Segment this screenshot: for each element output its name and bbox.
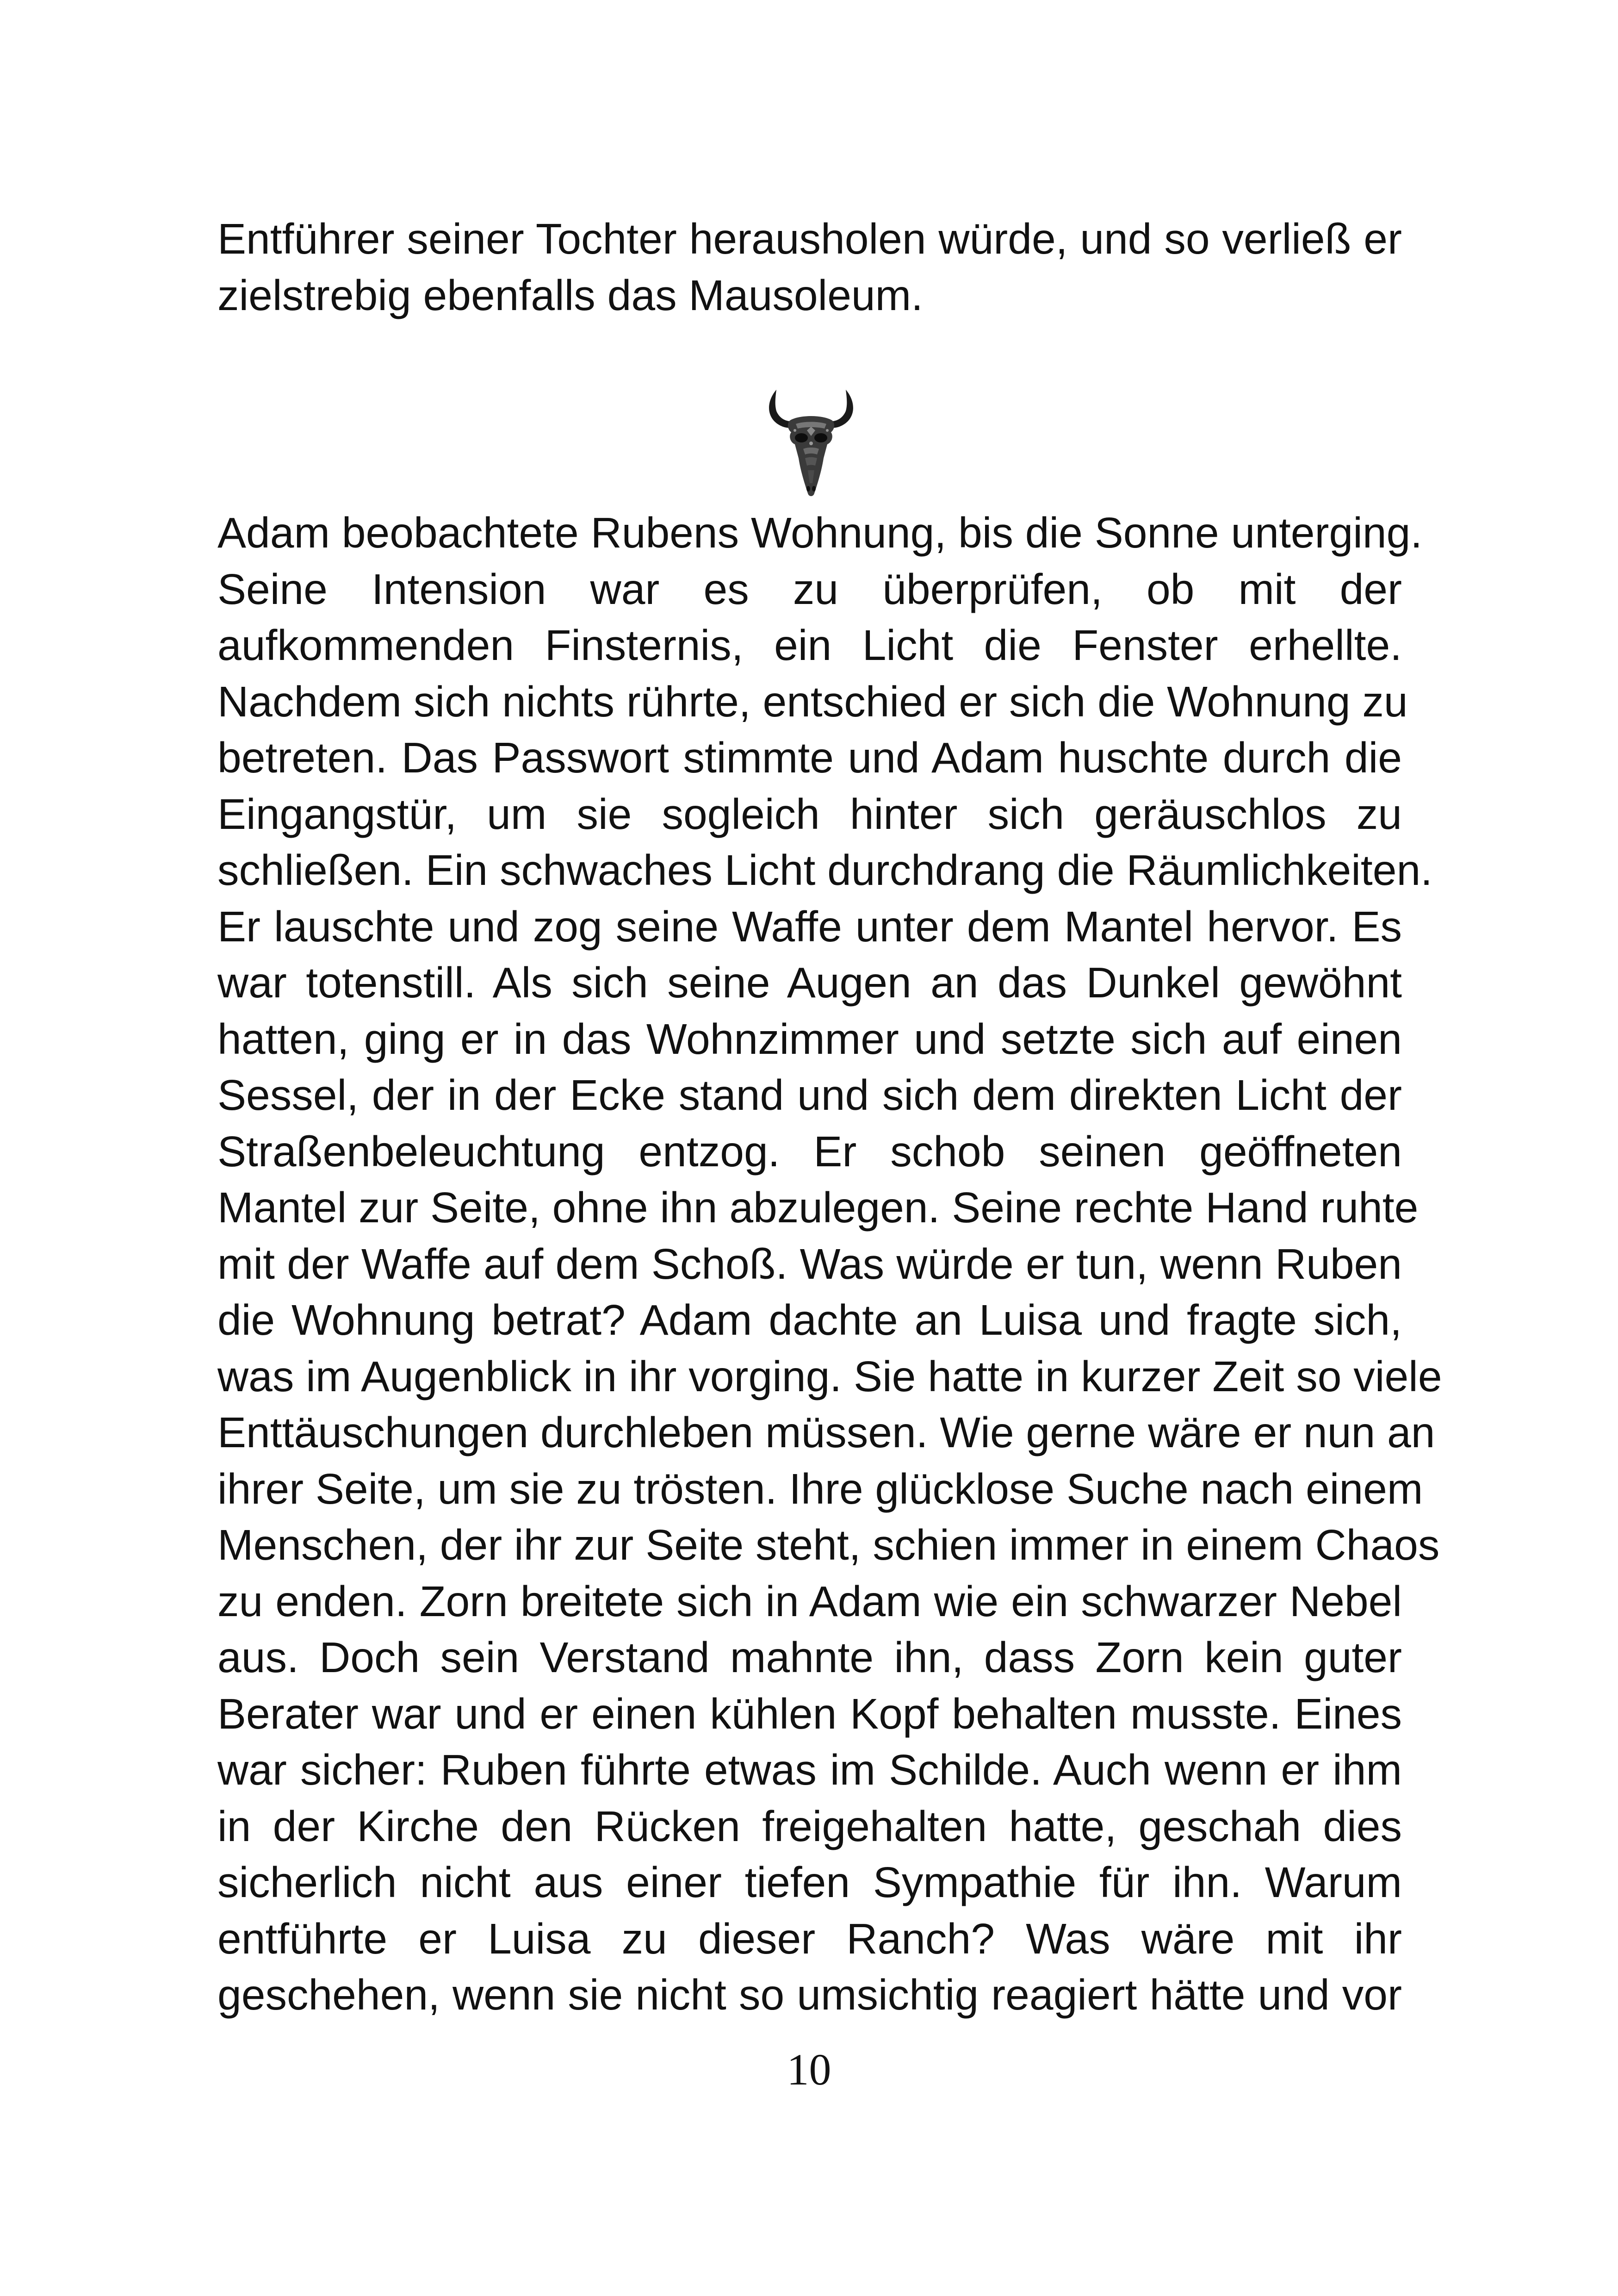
text-line: entführte er Luisa zu dieser Ranch? Was wäre mit ihr [217, 1914, 1402, 1963]
text-line: Er lauschte und zog seine Waffe unter dem Mantel hervor. Es [217, 902, 1402, 951]
paragraph-main [217, 505, 1442, 2023]
text-line: Eingangstür, um sie sogleich hinter sich geräuschlos zu [217, 790, 1402, 838]
text-line: zu enden. Zorn breitete sich in Adam wie ein schwarzer Nebel [217, 1577, 1402, 1625]
text-line: aus. Doch sein Verstand mahnte ihn, dass Zorn kein guter [217, 1633, 1402, 1681]
paragraph-continuation [217, 211, 1402, 324]
text-line: Nachdem sich nichts rührte, entschied er sich die Wohnung zu [217, 677, 1408, 726]
text-line: zielstrebig ebenfalls das Mausoleum. [217, 271, 923, 319]
text-line: betreten. Das Passwort stimmte und Adam huschte durch die [217, 734, 1402, 782]
text-line: in der Kirche den Rücken freigehalten hatte, geschah dies [217, 1802, 1402, 1850]
text-line: Menschen, der ihr zur Seite steht, schien immer in einem Chaos [217, 1521, 1440, 1569]
text-line: Adam beobachtete Rubens Wohnung, bis die Sonne unterging. [217, 509, 1423, 557]
bull-skull-icon [763, 384, 860, 501]
text-line: aufkommenden Finsternis, ein Licht die Fenster erhellte. [217, 621, 1402, 669]
text-line: ihrer Seite, um sie zu trösten. Ihre glücklose Suche nach einem [217, 1464, 1423, 1513]
text-line: Mantel zur Seite, ohne ihn abzulegen. Seine rechte Hand ruhte [217, 1183, 1419, 1232]
text-line: Entführer seiner Tochter herausholen würde, und so verließ er [217, 215, 1402, 263]
text-line: schließen. Ein schwaches Licht durchdrang die Räumlichkeiten. [217, 846, 1433, 894]
page-number: 10 [787, 2045, 831, 2094]
text-line: war sicher: Ruben führte etwas im Schilde. Auch wenn er ihm [217, 1746, 1402, 1794]
text-line: Enttäuschungen durchleben müssen. Wie gerne wäre er nun an [217, 1408, 1435, 1456]
text-line: mit der Waffe auf dem Schoß. Was würde er tun, wenn Ruben [217, 1239, 1402, 1288]
text-line: die Wohnung betrat? Adam dachte an Luisa und fragte sich, [217, 1296, 1402, 1344]
text-line: Sessel, der in der Ecke stand und sich dem direkten Licht der [217, 1071, 1402, 1119]
text-line: was im Augenblick in ihr vorging. Sie hatte in kurzer Zeit so viele [217, 1352, 1442, 1400]
text-line: hatten, ging er in das Wohnzimmer und setzte sich auf einen [217, 1014, 1402, 1063]
text-line: sicherlich nicht aus einer tiefen Sympathie für ihn. Warum [217, 1858, 1402, 1906]
text-line: Straßenbeleuchtung entzog. Er schob seinen geöffneten [217, 1127, 1402, 1176]
text-line: Berater war und er einen kühlen Kopf behalten musste. Eines [217, 1689, 1402, 1738]
text-line: geschehen, wenn sie nicht so umsichtig reagiert hätte und vor [217, 1971, 1402, 2019]
text-line: Seine Intension war es zu überprüfen, ob mit der [217, 565, 1402, 613]
text-line: war totenstill. Als sich seine Augen an das Dunkel gewöhnt [217, 958, 1402, 1007]
